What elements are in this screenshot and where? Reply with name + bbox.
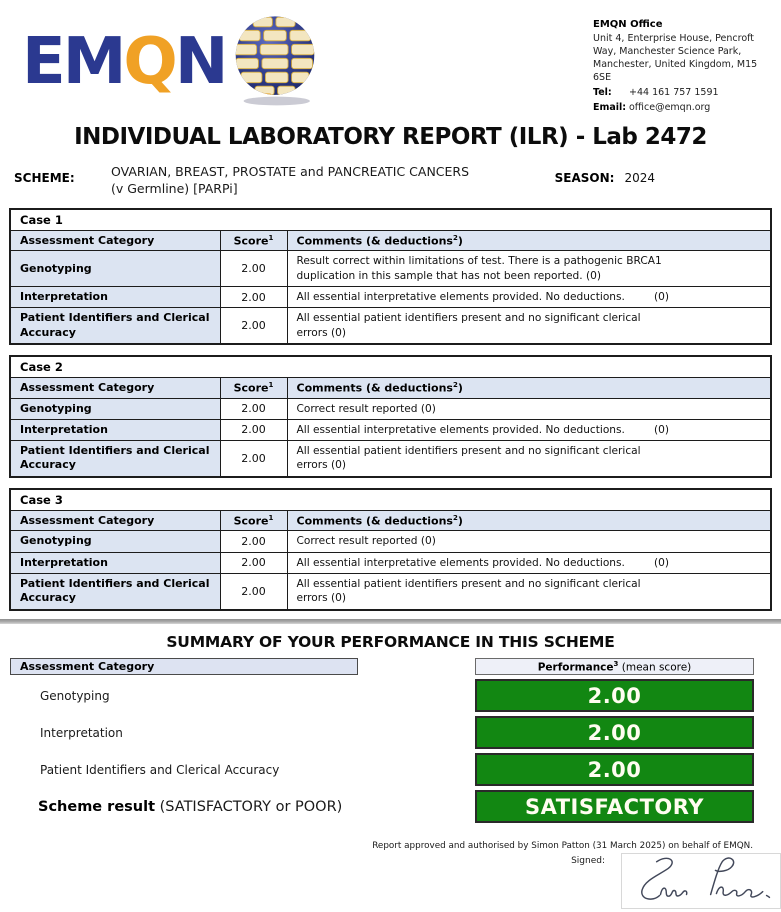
- column-header-score: Score$^1$: [220, 510, 287, 531]
- table-row: [10, 552, 771, 573]
- score-cell: 2.00: [220, 552, 287, 573]
- office-contact-block: [593, 16, 775, 114]
- summary-row-scheme-result: [10, 790, 771, 823]
- case-title: Case 3: [10, 489, 771, 511]
- category-cell: Patient Identifiers and Clerical Accuracy: [10, 573, 220, 609]
- wordmark-em: EM: [22, 25, 124, 99]
- office-title: EMQN Office: [593, 19, 663, 30]
- comments-cell: All essential interpretative elements provided. No deductions. (0): [287, 552, 771, 573]
- signature-box: [621, 853, 781, 909]
- summary-category-header: Assessment Category: [10, 658, 358, 676]
- score-cell: 2.00: [220, 308, 287, 344]
- office-address: Unit 4, Enterprise House, Pencroft Way, Manchester Science Park, Manchester, United Kingdom, M15 6SE: [593, 32, 758, 84]
- signed-label: Signed:: [571, 856, 605, 867]
- summary-row-patient-identifiers: [10, 753, 771, 786]
- comments-cell: All essential interpretative elements provided. No deductions. (0): [287, 419, 771, 440]
- performance-bar-patient-identifiers: 2.00: [475, 753, 754, 786]
- comments-cell: All essential interpretative elements provided. No deductions. (0): [287, 287, 771, 308]
- table-row: [10, 419, 771, 440]
- performance-bar-interpretation: 2.00: [475, 716, 754, 749]
- score-cell: 2.00: [220, 573, 287, 609]
- case-3-table: [9, 488, 772, 611]
- summary-section: [0, 633, 781, 824]
- table-row: [10, 573, 771, 609]
- comments-cell: Result correct within limitations of test. There is a pathogenic BRCA1 duplication in this sample that has not been reported. (0): [287, 251, 771, 287]
- performance-bar-genotyping: 2.00: [475, 679, 754, 712]
- tel-label: Tel:: [593, 87, 612, 99]
- emqn-logo: [22, 16, 323, 108]
- scheme-value-line1: OVARIAN, BREAST, PROSTATE and PANCREATIC CANCERS: [111, 164, 470, 179]
- table-row: [10, 308, 771, 344]
- category-cell: Genotyping: [10, 251, 220, 287]
- score-cell: 2.00: [220, 398, 287, 419]
- season-group: [555, 164, 655, 198]
- footer: [0, 841, 781, 909]
- email-value: office@emqn.org: [629, 102, 711, 114]
- emqn-wordmark: [22, 25, 226, 99]
- table-row: [10, 531, 771, 552]
- category-cell: Genotyping: [10, 531, 220, 552]
- office-email-row: [593, 101, 775, 114]
- season-label: SEASON:: [554, 171, 615, 185]
- score-cell: 2.00: [220, 251, 287, 287]
- case-title: Case 2: [10, 356, 771, 378]
- column-header-comments: Comments (& deductions$^2$): [287, 230, 771, 251]
- summary-header-row: [10, 658, 771, 676]
- score-cell: 2.00: [220, 531, 287, 552]
- summary-performance-header: Performance$^3$ (mean score): [475, 658, 754, 676]
- scheme-result-bar: SATISFACTORY: [475, 790, 754, 823]
- column-header-comments: Comments (& deductions$^2$): [287, 377, 771, 398]
- scheme-label: SCHEME:: [14, 171, 75, 185]
- scheme-row: [0, 164, 781, 198]
- score-cell: 2.00: [220, 441, 287, 477]
- comments-cell: All essential patient identifiers present and no significant clerical errors (0): [287, 441, 771, 477]
- table-row: [10, 287, 771, 308]
- signed-row: [0, 853, 781, 909]
- wordmark-n: N: [174, 25, 226, 99]
- score-cell: 2.00: [220, 419, 287, 440]
- category-cell: Patient Identifiers and Clerical Accuracy: [10, 308, 220, 344]
- column-header-score: Score$^1$: [220, 377, 287, 398]
- category-cell: Interpretation: [10, 287, 220, 308]
- table-row: [10, 441, 771, 477]
- report-title: INDIVIDUAL LABORATORY REPORT (ILR) - Lab 2472: [74, 124, 707, 150]
- wordmark-q: Q: [123, 25, 175, 99]
- tel-value: +44 161 757 1591: [629, 87, 719, 99]
- email-label: Email:: [593, 102, 627, 114]
- column-header-score: Score$^1$: [220, 230, 287, 251]
- season-value: 2024: [624, 171, 655, 185]
- column-header-category: Assessment Category: [10, 377, 220, 398]
- column-header-category: Assessment Category: [10, 230, 220, 251]
- case-title: Case 1: [10, 209, 771, 231]
- comments-cell: Correct result reported (0): [287, 398, 771, 419]
- summary-label: Interpretation: [40, 725, 123, 740]
- category-cell: Interpretation: [10, 419, 220, 440]
- case-2-table: [9, 355, 772, 478]
- signature-image: [622, 854, 780, 908]
- comments-cell: All essential patient identifiers present and no significant clerical errors (0): [287, 308, 771, 344]
- column-header-category: Assessment Category: [10, 510, 220, 531]
- scheme-value-line2: (v Germline) [PARPi]: [111, 180, 238, 196]
- category-cell: Patient Identifiers and Clerical Accuracy: [10, 441, 220, 477]
- score-cell: 2.00: [220, 287, 287, 308]
- case-1-table: [9, 208, 772, 345]
- summary-title: SUMMARY OF YOUR PERFORMANCE IN THIS SCHEME: [166, 632, 615, 651]
- emqn-globe-icon: [227, 12, 323, 108]
- summary-label: Genotyping: [40, 688, 110, 703]
- summary-row-interpretation: [10, 716, 771, 749]
- page-header: [0, 0, 781, 114]
- category-cell: Interpretation: [10, 552, 220, 573]
- scheme-value: [111, 164, 503, 198]
- table-row: [10, 251, 771, 287]
- comments-cell: Correct result reported (0): [287, 531, 771, 552]
- category-cell: Genotyping: [10, 398, 220, 419]
- table-row: [10, 398, 771, 419]
- page-break-divider: [0, 619, 781, 624]
- summary-label: Patient Identifiers and Clerical Accuracy: [40, 762, 280, 777]
- office-tel-row: [593, 86, 775, 99]
- comments-cell: All essential patient identifiers present and no significant clerical errors (0): [287, 573, 771, 609]
- scheme-result-label: Scheme result (SATISFACTORY or POOR): [38, 798, 343, 815]
- column-header-comments: Comments (& deductions$^2$): [287, 510, 771, 531]
- approval-text: Report approved and authorised by Simon Patton (31 March 2025) on behalf of EMQN.: [372, 841, 753, 852]
- summary-row-genotyping: [10, 679, 771, 712]
